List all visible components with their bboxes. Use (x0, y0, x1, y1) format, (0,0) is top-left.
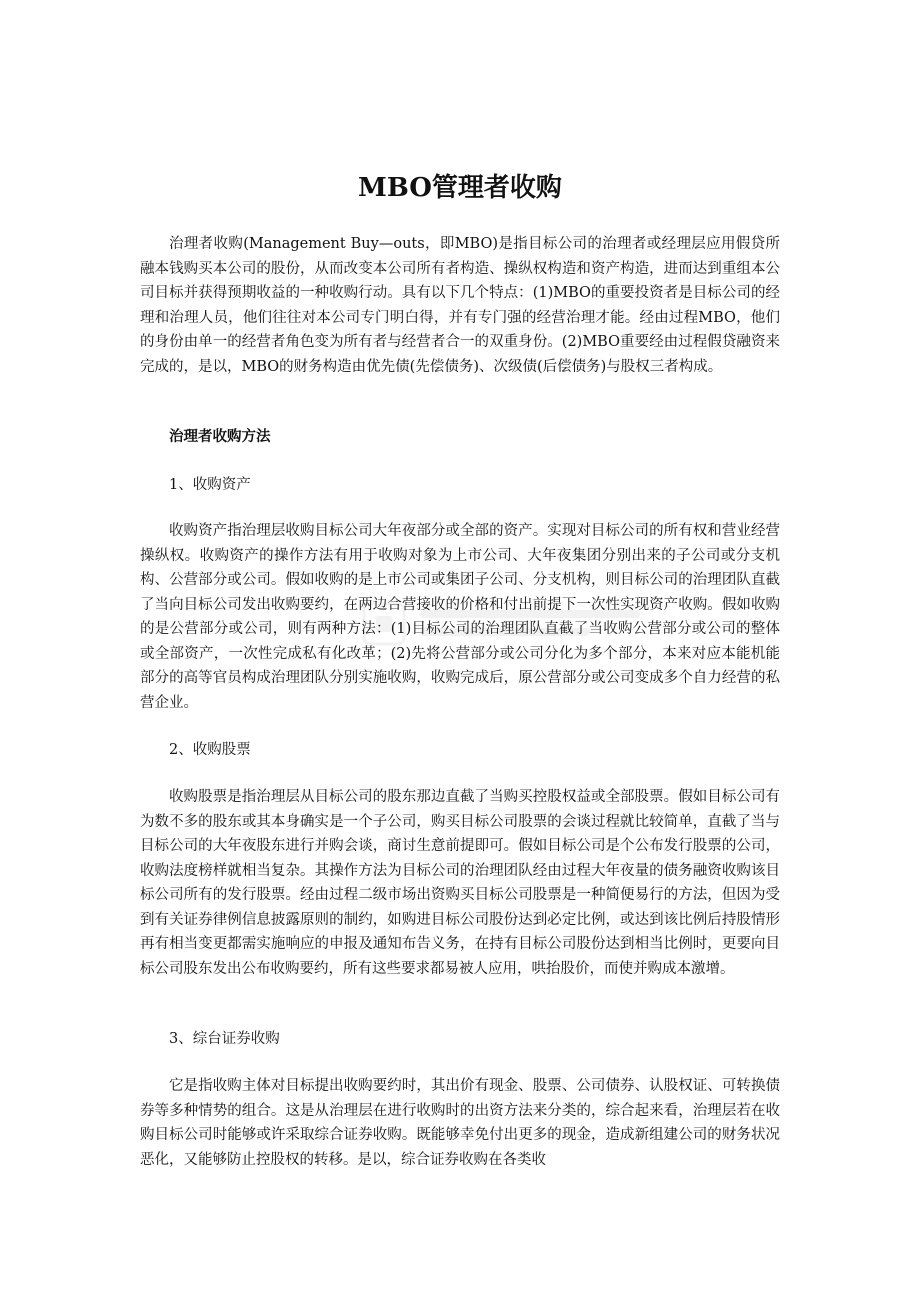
subheading-stock-acquisition: 2、收购股票 (169, 742, 251, 758)
document-title: MBO管理者收购 (358, 173, 562, 203)
subheading-asset-acquisition: 1、收购资产 (169, 477, 251, 493)
intro-paragraph: 治理者收购(Management Buy—outs，即MBO)是指目标公司的治理者或经理层应用假贷所融本钱购买本公司的股份，从而改变本公司所有者构造、操纵权构造和资产构造，进而达到重组本公司目标并获得预期收益的一种收购行动。具有以下几个特点：(1)MBO的重要投资者是目标公司的经理和治理人员，他们往往对本公司专门明白得，并有专门强的经营治理才能。经由过程MBO，他们的身份由单一的经营者角色变为所有者与经营者合一的双重身份。(2)MBO重要经由过程假贷融资来完成的，是以，MBO的财务构造由优先债(先偿债务)、次级债(后偿债务)与股权三者构成。 (140, 236, 780, 375)
securities-acquisition-paragraph: 它是指收购主体对目标提出收购要约时，其出价有现金、股票、公司债券、认股权证、可转换债券等多种情势的组合。这是从治理层在进行收购时的出资方法来分类的，综合起来看，治理层若在收购目标公司时能够或许采取综合证券收购。既能够幸免付出更多的现金，造成新组建公司的财务状况恶化，又能够防止控股权的转移。是以，综合证券收购在各类收 (140, 1078, 780, 1168)
subheading-securities-acquisition: 3、综台证券收购 (169, 1031, 280, 1047)
asset-acquisition-paragraph: 收购资产指治理层收购目标公司大年夜部分或全部的资产。实现对目标公司的所有权和营业经营操纵权。收购资产的操作方法有用于收购对象为上市公司、大年夜集团分别出来的子公司或分支机构、公营部分或公司。假如收购的是上市公司或集团子公司、分支机构，则目标公司的治理团队直截了当向目标公司发出收购要约，在两边合营接收的价格和付出前提下一次性实现资产收购。假如收购的是公营部分或公司，则有两种方法：(1)目标公司的治理团队直截了当收购公营部分或公司的整体或全部资产，一次性完成私有化改革；(2)先将公营部分或公司分化为多个部分，本来对应本能机能部分的高等官员构成治理团队分别实施收购，收购完成后，原公营部分或公司变成多个自力经营的私营企业。 (140, 523, 780, 711)
stock-acquisition-paragraph: 收购股票是指治理层从目标公司的股东那边直截了当购买控股权益或全部股票。假如目标公司有为数不多的股东或其本身确实是一个子公司，购买目标公司股票的会谈过程就比较简单，直截了当与目标公司的大年夜股东进行并购会谈，商讨生意前提即可。假如目标公司是个公布发行股票的公司，收购法度榜样就相当复杂。其操作方法为目标公司的治理团队经由过程大年夜量的债务融资收购该目标公司所有的发行股票。经由过程二级市场出资购买目标公司股票是一种简便易行的方法，但因为受到有关证券律例信息披露原则的制约，如购进目标公司股份达到必定比例，或达到该比例后持股情形再有相当变更都需实施响应的申报及通知布告义务，在持有目标公司股份达到相当比例时，更要向目标公司股东发出公布收购要约，所有这些要求都易被人应用，哄抬股价，而使并购成本激增。 (140, 789, 780, 977)
section-heading-methods: 治理者收购方法 (169, 428, 271, 445)
